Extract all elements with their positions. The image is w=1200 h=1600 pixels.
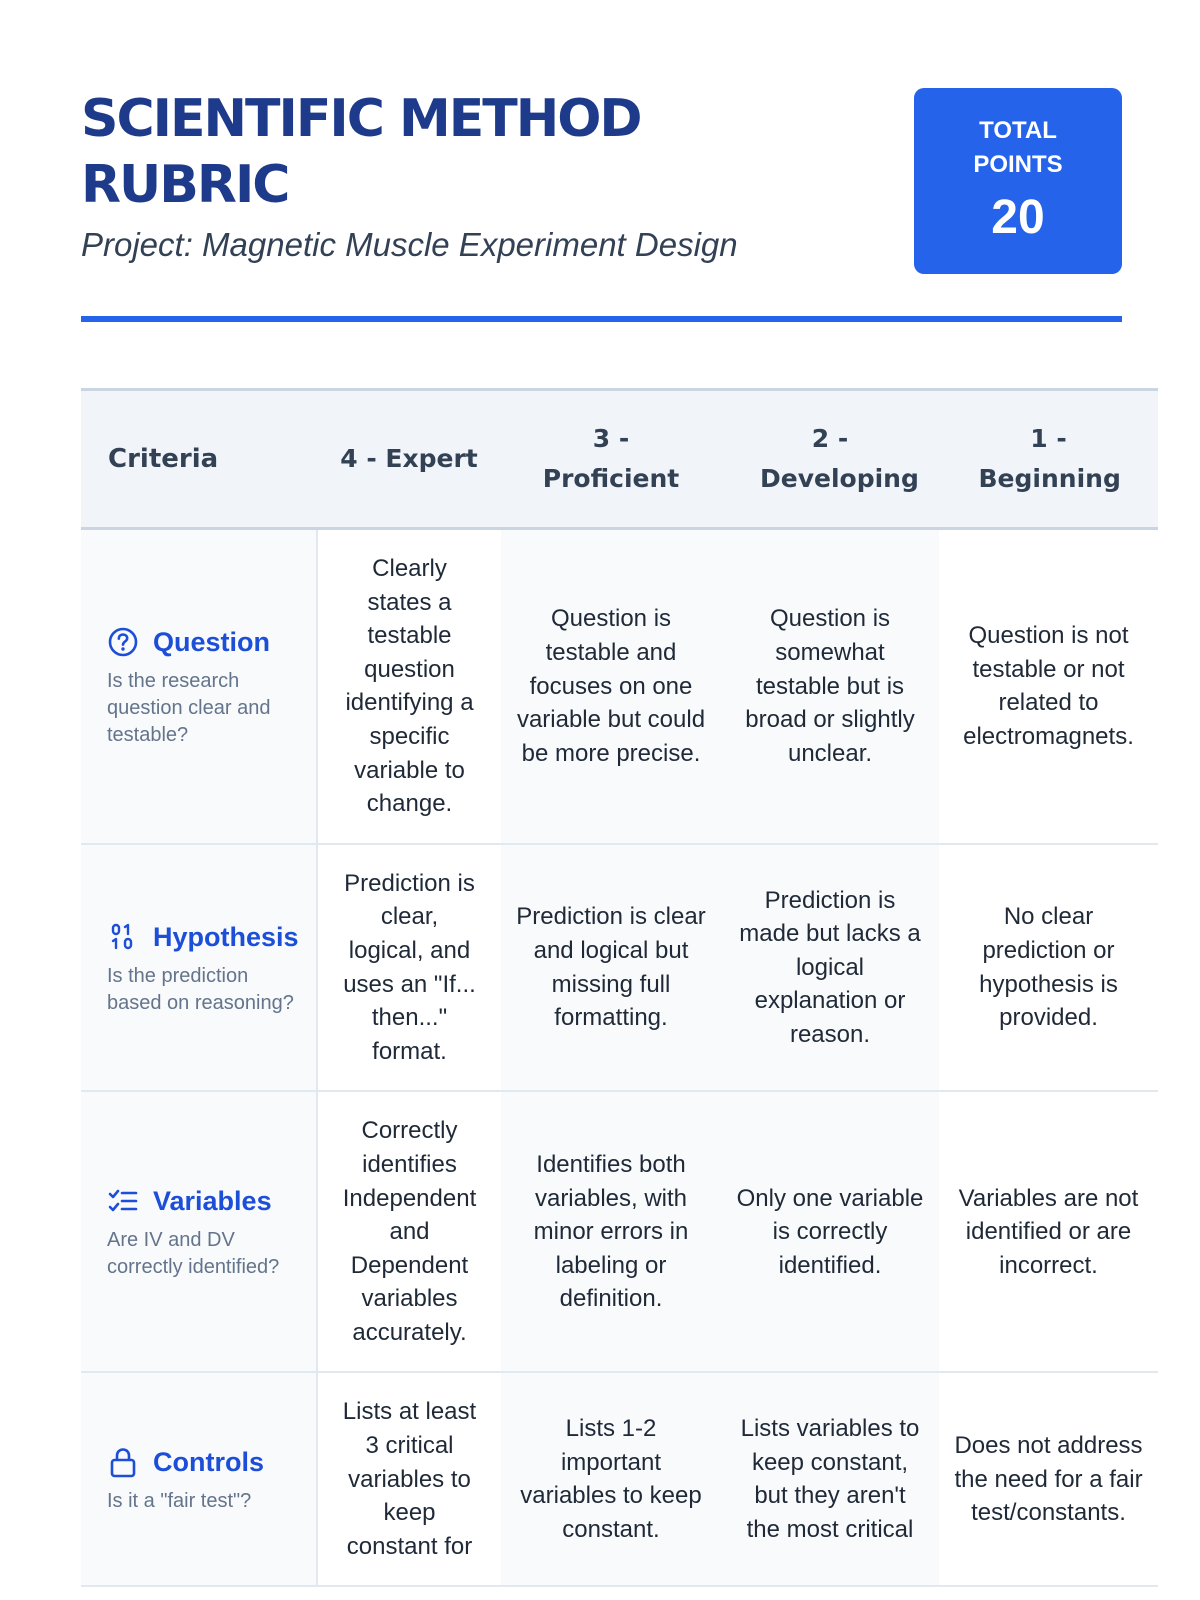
criteria-question: Is the research question clear and testable? bbox=[107, 669, 271, 746]
level-2-description: Lists variables to keep constant, but they aren't the most critical bbox=[721, 1372, 939, 1586]
level-3-description: Prediction is clear and logical but missing full formatting. bbox=[501, 844, 721, 1092]
criteria-title bbox=[107, 624, 298, 660]
level-1-description: Variables are not identified or are incorrect. bbox=[939, 1091, 1158, 1372]
column-header-label: 1 - Beginning bbox=[978, 424, 1121, 493]
criteria-name: Controls bbox=[153, 1446, 264, 1477]
criteria-name: Question bbox=[153, 626, 271, 657]
criteria-question: Is the prediction based on reasoning? bbox=[107, 964, 294, 1014]
column-header-developing bbox=[721, 390, 939, 529]
column-header-label: 4 - Expert bbox=[340, 444, 478, 473]
criteria-cell bbox=[81, 844, 317, 1092]
criteria-question: Is it a "fair test"? bbox=[107, 1489, 252, 1512]
table-row bbox=[81, 1372, 1158, 1586]
total-points-badge bbox=[914, 88, 1122, 274]
criteria-cell bbox=[81, 1372, 317, 1586]
lock-icon bbox=[107, 1446, 139, 1478]
criteria-title bbox=[107, 919, 298, 955]
level-4-description: Clearly states a testable question identifying a specific variable to change. bbox=[317, 529, 501, 844]
criteria-title bbox=[107, 1444, 298, 1480]
binary-icon bbox=[107, 921, 139, 953]
rubric-table bbox=[81, 388, 1158, 1587]
criteria-cell bbox=[81, 1091, 317, 1372]
level-2-description: Prediction is made but lacks a logical explanation or reason. bbox=[721, 844, 939, 1092]
criteria-cell bbox=[81, 529, 317, 844]
total-points-value: 20 bbox=[991, 191, 1045, 244]
criteria-question: Are IV and DV correctly identified? bbox=[107, 1228, 280, 1278]
level-1-description: Question is not testable or not related to electromagnets. bbox=[939, 529, 1158, 844]
column-header-label: 2 - Developing bbox=[760, 424, 919, 493]
level-3-description: Identifies both variables, with minor errors in labeling or definition. bbox=[501, 1091, 721, 1372]
table-row bbox=[81, 529, 1158, 844]
level-2-description: Question is somewhat testable but is broad or slightly unclear. bbox=[721, 529, 939, 844]
column-header-criteria: Criteria bbox=[81, 390, 317, 529]
rubric-header-row bbox=[81, 390, 1158, 529]
table-row bbox=[81, 1091, 1158, 1372]
level-3-description: Lists 1-2 important variables to keep constant. bbox=[501, 1372, 721, 1586]
level-1-description: Does not address the need for a fair test/constants. bbox=[939, 1372, 1158, 1586]
level-3-description: Question is testable and focuses on one variable but could be more precise. bbox=[501, 529, 721, 844]
level-4-description: Correctly identifies Independent and Dependent variables accurately. bbox=[317, 1091, 501, 1372]
table-row bbox=[81, 844, 1158, 1092]
column-header-expert bbox=[317, 390, 501, 529]
criteria-title bbox=[107, 1183, 298, 1219]
question-circle-icon bbox=[107, 626, 139, 658]
criteria-name: Variables bbox=[153, 1185, 272, 1216]
project-subtitle: Project: Magnetic Muscle Experiment Design bbox=[81, 226, 738, 263]
level-2-description: Only one variable is correctly identified. bbox=[721, 1091, 939, 1372]
page-header bbox=[81, 86, 1122, 322]
level-4-description: Prediction is clear, logical, and uses an "If... then..." format. bbox=[317, 844, 501, 1092]
column-header-proficient bbox=[501, 390, 721, 529]
total-points-label: TOTAL POINTS bbox=[973, 117, 1063, 178]
page-title: SCIENTIFIC METHOD RUBRIC bbox=[81, 89, 641, 215]
level-4-description: Lists at least 3 critical variables to keep constant for bbox=[317, 1372, 501, 1586]
level-1-description: No clear prediction or hypothesis is provided. bbox=[939, 844, 1158, 1092]
column-header-beginning bbox=[939, 390, 1158, 529]
criteria-name: Hypothesis bbox=[153, 921, 299, 952]
column-header-label: 3 - Proficient bbox=[542, 424, 680, 493]
checklist-icon bbox=[107, 1185, 139, 1217]
